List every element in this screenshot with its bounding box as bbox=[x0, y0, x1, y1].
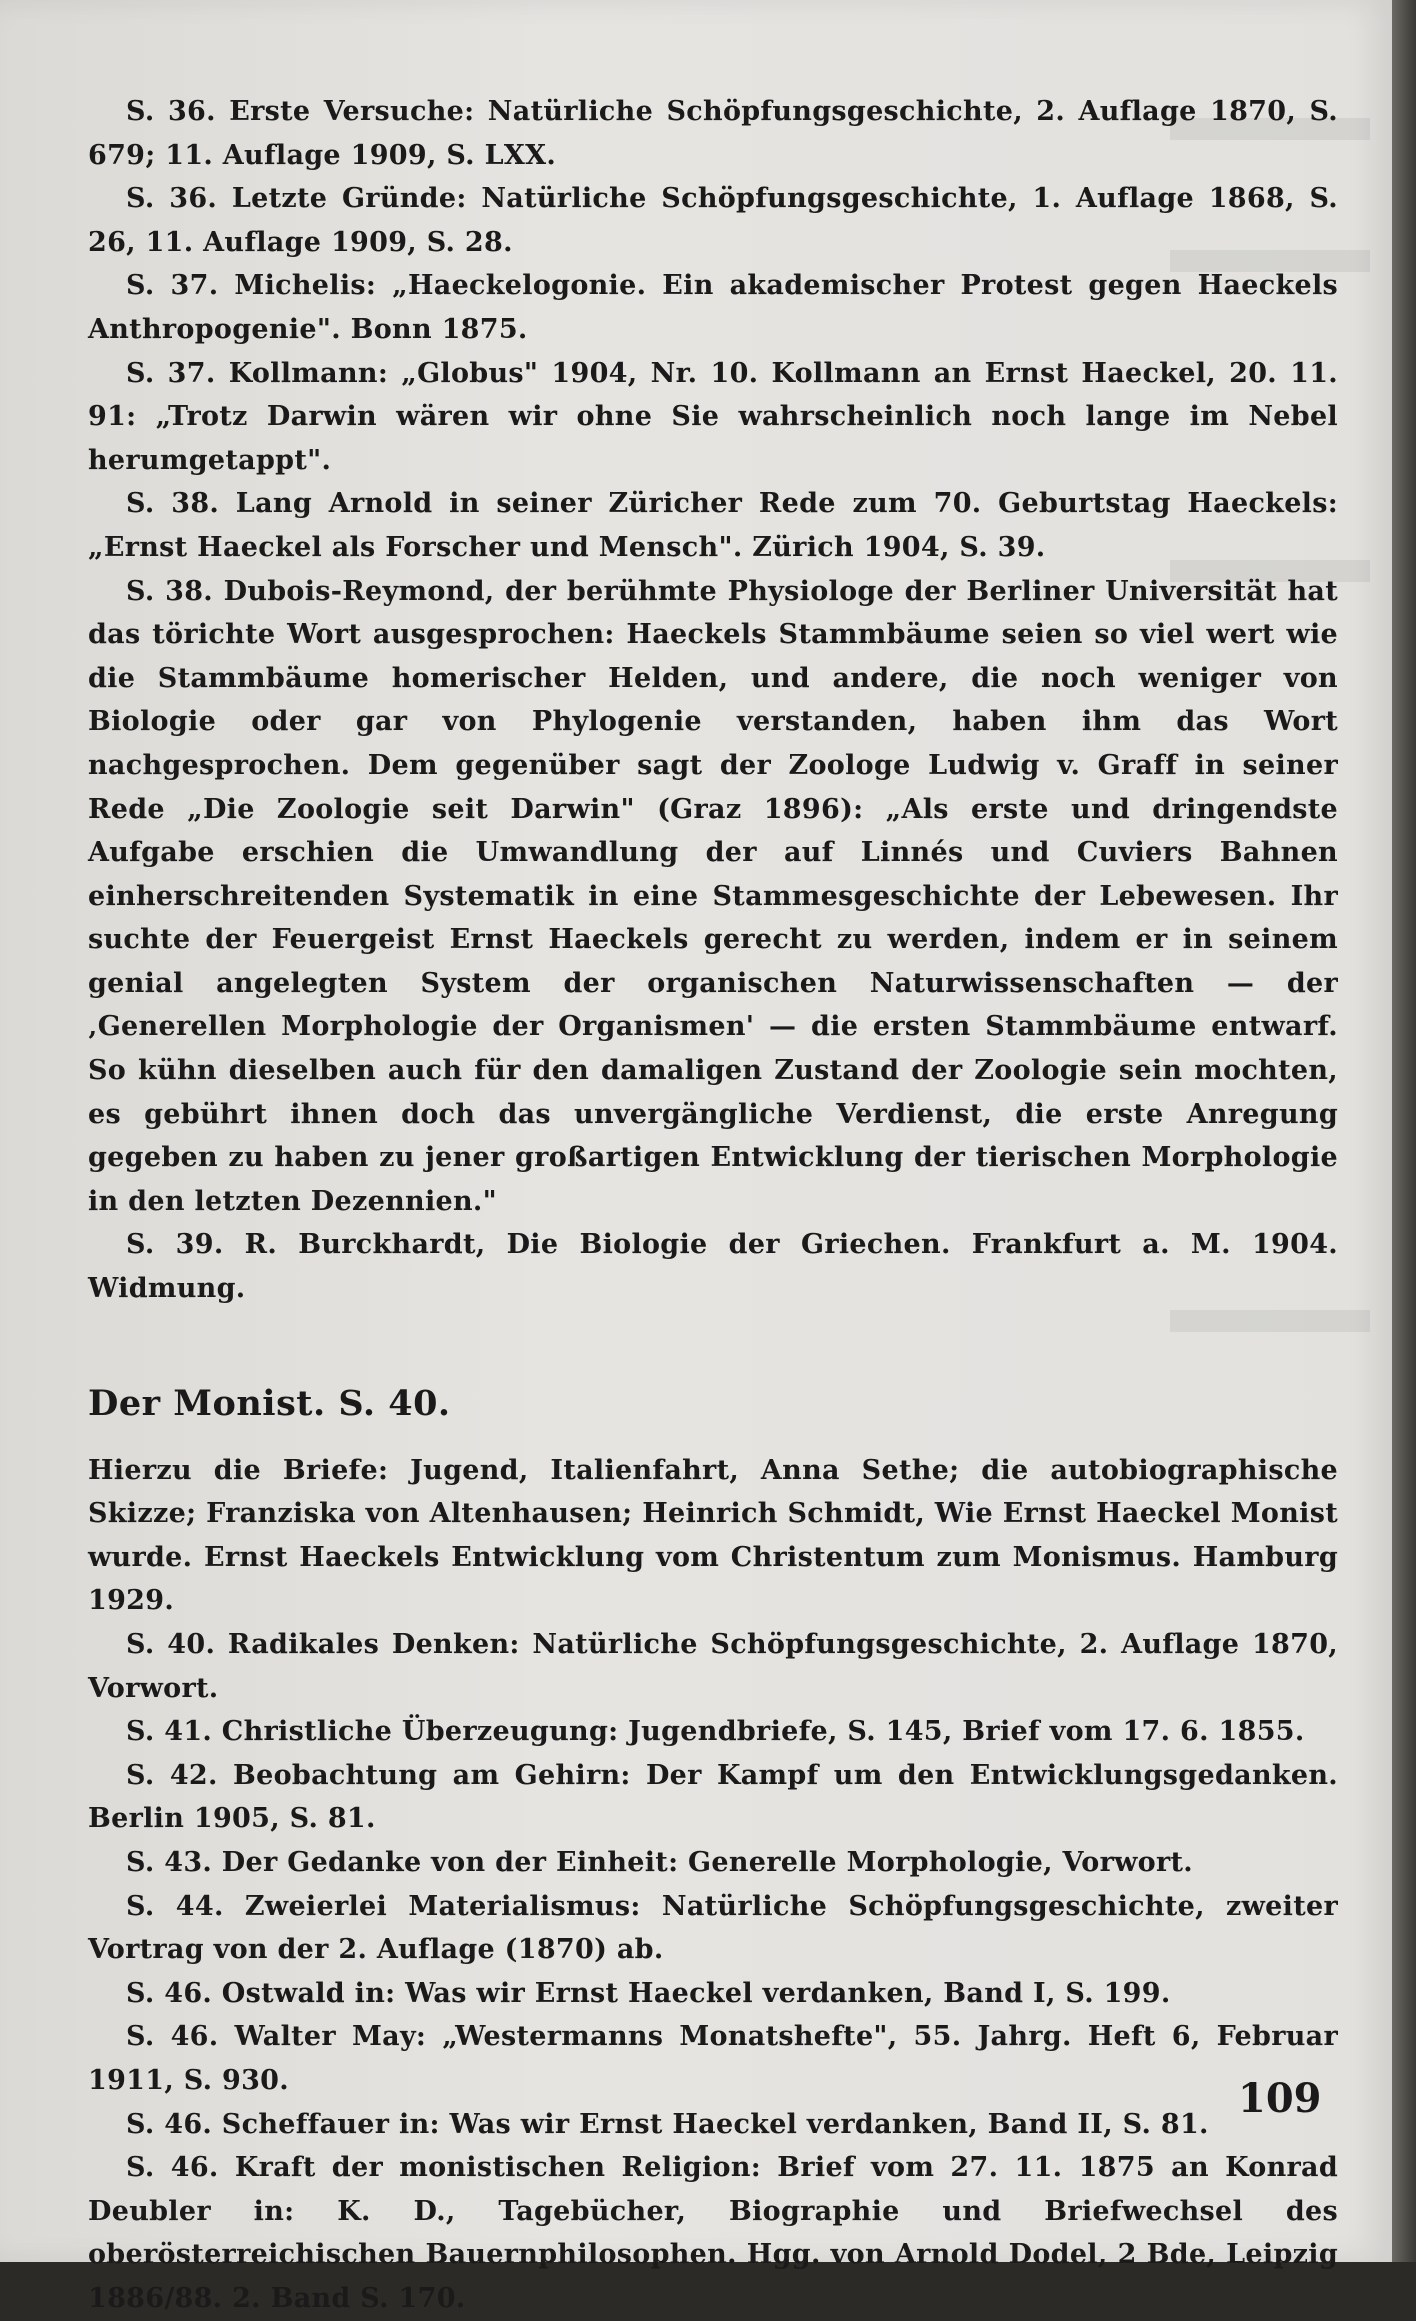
note-entry: S. 41. Christliche Überzeugung: Jugendbriefe, S. 145, Brief vom 17. 6. 1855. bbox=[126, 1716, 1305, 1748]
note-entry: S. 37. Kollmann: „Globus" 1904, Nr. 10. Kollmann an Ernst Haeckel, 20. 11. 91: „Trotz Darwin wären wir ohne Sie wahrscheinlich noch lange im Nebel herumgetappt". bbox=[88, 357, 1338, 476]
note-entry: S. 46. Ostwald in: Was wir Ernst Haeckel verdanken, Band I, S. 199. bbox=[126, 1977, 1171, 2009]
note-entry: S. 44. Zweierlei Materialismus: Natürliche Schöpfungsgeschichte, zweiter Vortrag von der 2. Auflage (1870) ab. bbox=[88, 1890, 1338, 1966]
note-entry: S. 43. Der Gedanke von der Einheit: Generelle Morphologie, Vorwort. bbox=[126, 1846, 1193, 1878]
note-entry: S. 40. Radikales Denken: Natürliche Schöpfungsgeschichte, 2. Auflage 1870, Vorwort. bbox=[88, 1629, 1338, 1704]
section-intro: Hierzu die Briefe: Jugend, Italienfahrt, Anna Sethe; die autobiographische Skizze; Franziska von Altenhausen; Heinrich Schmidt, Wie Ernst Haeckel Monist wurde. Ernst Haeckels Entwicklung vom Christentum zum Monismus. Hamburg 1929. bbox=[88, 1454, 1338, 1617]
note-entry: S. 46. Kraft der monistischen Religion: Brief vom 27. 11. 1875 an Konrad Deubler in: K. D., Tagebücher, Biographie und Briefwechsel des oberösterreichischen Bauernphilosophen. Hgg. von Arnold Dodel, 2 Bde, Leipzig 1886/88. 2. Band S. 170. bbox=[88, 2152, 1338, 2314]
note-entry: S. 46. Scheffauer in: Was wir Ernst Haeckel verdanken, Band II, S. 81. bbox=[126, 2108, 1209, 2140]
notes-text-block bbox=[88, 90, 1338, 2321]
note-entry: S. 46. Walter May: „Westermanns Monatshefte", 55. Jahrg. Heft 6, Februar 1911, S. 930. bbox=[88, 2021, 1338, 2096]
note-entry: S. 37. Michelis: „Haeckelogonie. Ein akademischer Protest gegen Haeckels Anthropogenie". Bonn 1875. bbox=[88, 270, 1338, 345]
note-entry: S. 38. Lang Arnold in seiner Züricher Rede zum 70. Geburtstag Haeckels: „Ernst Haeckel als Forscher und Mensch". Zürich 1904, S. 39. bbox=[88, 488, 1338, 563]
note-entry: S. 38. Dubois-Reymond, der berühmte Physiologe der Berliner Universität hat das törichte Wort ausgesprochen: Haeckels Stammbäume seien so viel wert wie die Stammbäume homerischer Helden, und andere, die noch weniger von Biologie oder gar von Phylogenie verstanden, haben ihm das Wort nachgesprochen. Dem gegenüber sagt der Zoologe Ludwig v. Graff in seiner Rede „Die Zoologie seit Darwin" (Graz 1896): „Als erste und dringendste Aufgabe erschien die Umwandlung der auf Linnés und Cuviers Bahnen einherschreitenden Systematik in eine Stammesgeschichte der Lebewesen. Ihr suchte der Feuergeist Ernst Haeckels gerecht zu werden, indem er in seinem genial angelegten System der organischen Naturwissenschaften — der ‚Generellen Morphologie der Organismen' — die ersten Stammbäume entwarf. So kühn dieselben auch für den damaligen Zustand der Zoologie sein mochten, es gebührt ihnen doch das unvergängliche Verdienst, die erste Anregung gegeben zu haben zu jener großartigen Entwicklung der tierischen Morphologie in den letzten Dezennien." bbox=[88, 575, 1338, 1217]
note-entry: S. 36. Erste Versuche: Natürliche Schöpfungsgeschichte, 2. Auflage 1870, S. 679; 11. Auflage 1909, S. LXX. bbox=[88, 96, 1338, 171]
note-entry: S. 36. Letzte Gründe: Natürliche Schöpfungsgeschichte, 1. Auflage 1868, S. 26, 11. Auflage 1909, S. 28. bbox=[88, 183, 1338, 258]
note-entry: S. 42. Beobachtung am Gehirn: Der Kampf um den Entwicklungsgedanken. Berlin 1905, S. 81. bbox=[88, 1759, 1338, 1835]
section-heading: Der Monist. S. 40. bbox=[88, 1382, 451, 1424]
page-edge-shadow bbox=[1392, 0, 1416, 2262]
note-entry: S. 39. R. Burckhardt, Die Biologie der Griechen. Frankfurt a. M. 1904. Widmung. bbox=[88, 1229, 1338, 1305]
page-number: 109 bbox=[1238, 2075, 1322, 2122]
